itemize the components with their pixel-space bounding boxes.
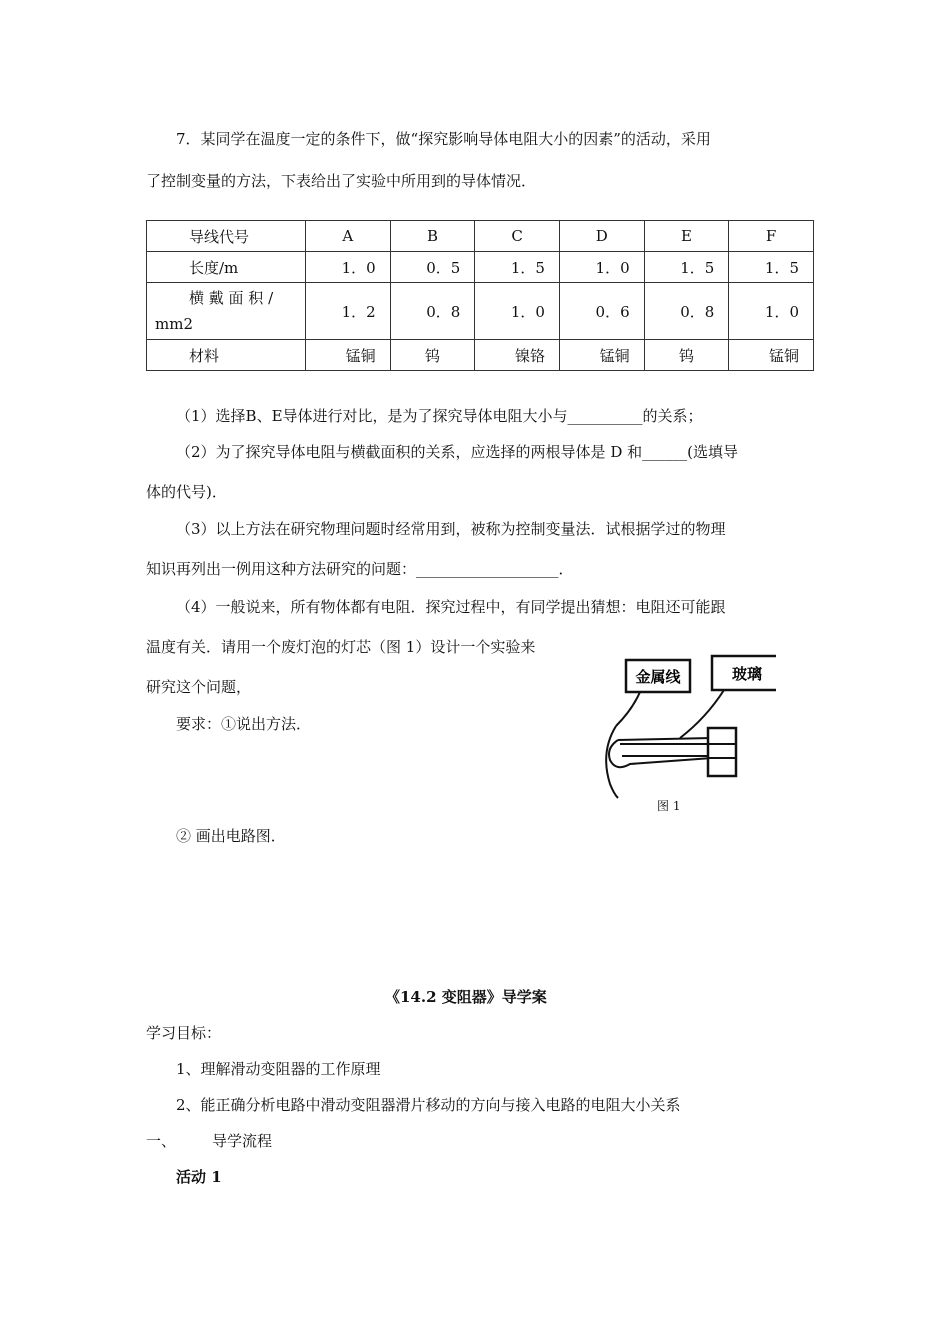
metal-wire-pointer: [616, 692, 640, 726]
row-label-area-line1: 横 戴 面 积 /: [189, 289, 274, 307]
table-cell: 1．2: [306, 283, 391, 340]
row-label-area-line2: mm2: [155, 315, 193, 333]
table-cell: 锰铜: [559, 340, 644, 371]
subquestion-3-line-1: （3）以上方法在研究物理问题时经常用到，被称为控制变量法．试根据学过的物理: [176, 520, 726, 538]
section-title: 《14.2 变阻器》导学案: [385, 988, 547, 1006]
table-cell: 1．5: [475, 252, 560, 283]
subquestion-4-line-2: 温度有关．请用一个废灯泡的灯芯（图 1）设计一个实验来: [146, 638, 536, 656]
table-cell: 1．0: [729, 283, 814, 340]
table-cell: 锰铜: [729, 340, 814, 371]
subquestion-2-line-1: （2）为了探究导体电阻与横截面积的关系，应选择的两根导体是 D 和______(选填导: [176, 443, 738, 461]
question-line-1: 7．某同学在温度一定的条件下，做“探究影响导体电阻大小的因素”的活动，采用: [176, 130, 711, 148]
lamp-filament-figure: [596, 648, 776, 818]
table-header-cell: 导线代号: [147, 221, 306, 252]
table-header-cell: B: [390, 221, 475, 252]
question-line-2: 了控制变量的方法，下表给出了实验中所用到的导体情况．: [146, 172, 537, 190]
glass-label: 玻璃: [731, 665, 763, 683]
table-cell: 镍铬: [475, 340, 560, 371]
table-header-cell: C: [475, 221, 560, 252]
row-label-area: [147, 283, 306, 340]
subquestion-4-line-1: （4）一般说来，所有物体都有电阻．探究过程中，有同学提出猜想：电阻还可能跟: [176, 598, 726, 616]
table-header-cell: A: [306, 221, 391, 252]
table-cell: 1．5: [644, 252, 729, 283]
requirement-2: ② 画出电路图．: [176, 827, 286, 845]
conductor-table: [146, 220, 814, 371]
activity-heading: 活动 1: [176, 1168, 222, 1186]
goals-heading: 学习目标：: [146, 1024, 222, 1042]
subquestion-2-line-2: 体的代号)．: [146, 483, 227, 501]
table-cell: 1．0: [559, 252, 644, 283]
subquestion-3-line-2: 知识再列出一例用这种方法研究的问题：___________________．: [146, 560, 574, 578]
glass-stem-top: [618, 738, 712, 740]
row-label-material: 材料: [147, 340, 306, 371]
table-row: [147, 252, 814, 283]
goal-1: 1、理解滑动变阻器的工作原理: [176, 1060, 381, 1078]
table-header-cell: E: [644, 221, 729, 252]
goal-2: 2、能正确分析电路中滑动变阻器滑片移动的方向与接入电路的电阻大小关系: [176, 1096, 681, 1114]
table-cell: 1．0: [306, 252, 391, 283]
subquestion-1: （1）选择B、E导体进行对比，是为了探究导体电阻大小与__________的关系；: [176, 407, 703, 425]
metal-wire-label: 金属线: [635, 668, 681, 686]
table-cell: 0．8: [390, 283, 475, 340]
process-label: 导学流程: [212, 1132, 273, 1150]
subquestion-4-line-3: 研究这个问题，: [146, 678, 252, 696]
table-header-cell: D: [559, 221, 644, 252]
table-cell: 0．5: [390, 252, 475, 283]
table-cell: 1．0: [475, 283, 560, 340]
figure-caption: 图 1: [657, 799, 681, 813]
requirement-1: 要求：①说出方法．: [176, 715, 312, 733]
table-row: [147, 340, 814, 371]
process-number: 一、: [146, 1132, 177, 1150]
table-cell: 钨: [390, 340, 475, 371]
table-cell: 钨: [644, 340, 729, 371]
table-cell: 0．8: [644, 283, 729, 340]
table-cell: 1．5: [729, 252, 814, 283]
table-cell: 锰铜: [306, 340, 391, 371]
table-header-row: [147, 221, 814, 252]
row-label-length: 长度/m: [147, 252, 306, 283]
table-header-cell: F: [729, 221, 814, 252]
table-row: [147, 283, 814, 340]
table-cell: 0．6: [559, 283, 644, 340]
lamp-base-block: [708, 728, 736, 776]
